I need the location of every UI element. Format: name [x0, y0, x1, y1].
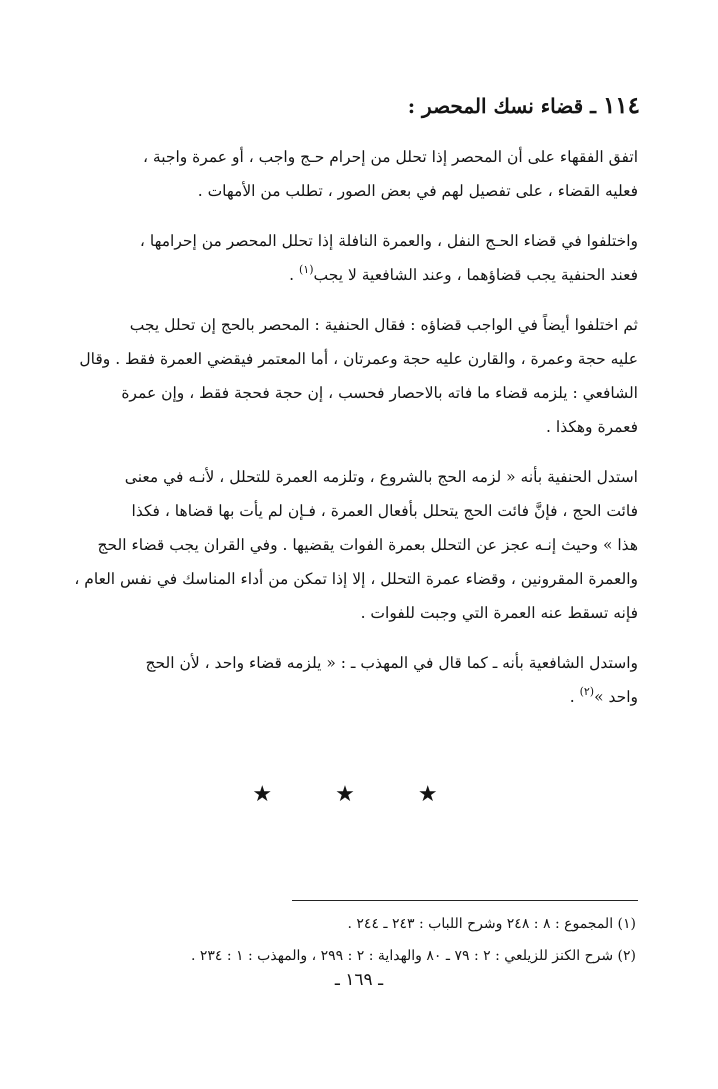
paragraph-1: [48, 140, 638, 208]
footnote-divider: [292, 900, 638, 901]
footnote-ref-1: (١): [298, 263, 314, 276]
line-end-punct: .: [569, 688, 580, 706]
text-line: الشافعي : يلزمه قضاء ما فاته بالاحصار فحسب ، إن حجة فحجة فقط ، وإن عمرة: [121, 384, 638, 402]
text-line: هذا » وحيث إنـه عجز عن التحلل بعمرة الفوات يقضيها . وفي القران يجب قضاء الحج: [97, 536, 638, 554]
paragraph-4: [48, 460, 638, 630]
section-ornament: ★ ★ ★: [252, 782, 466, 807]
text-line: فعمرة وهكذا .: [546, 418, 638, 436]
text-line: استدل الحنفية بأنه « لزمه الحج بالشروع ، وتلزمه العمرة للتحلل ، لأنـه في معنى: [124, 468, 638, 486]
text-line: واستدل الشافعية بأنه ـ كما قال في المهذب ـ : « يلزمه قضاء واحد ، لأن الحج: [145, 654, 638, 672]
text-line: اتفق الفقهاء على أن المحصر إذا تحلل من إحرام حـج واجب ، أو عمرة واجبة ،: [142, 148, 638, 166]
paragraph-5: [48, 646, 638, 714]
text-line: واختلفوا في قضاء الحـج النفل ، والعمرة النافلة إذا تحلل المحصر من إحرامها ،: [139, 232, 638, 250]
paragraph-2: [48, 224, 638, 292]
line-end-punct: .: [289, 266, 299, 284]
text-line: فعليه القضاء ، على تفصيل لهم في بعض الصور ، تطلب من الأمهات .: [197, 182, 638, 200]
section-dash: ـ: [590, 94, 596, 118]
footnote-1: (١) المجموع : ٨ : ٢٤٨ وشرح اللباب : ٢٤٣ ـ ٢٤٤ .: [347, 916, 636, 932]
text-line: [48, 258, 638, 292]
text-line-content: فعند الحنفية يجب قضاؤهما ، وعند الشافعية لا يجب: [313, 266, 638, 284]
footnotes: [76, 908, 636, 972]
footnote-ref-2: (٢): [579, 685, 595, 698]
paragraph-3: [48, 308, 638, 444]
text-line: ثم اختلفوا أيضاً في الواجب قضاؤه : فقال الحنفية : المحصر بالحج إن تحلل يجب: [129, 316, 638, 334]
text-line: [48, 680, 638, 714]
section-number: ١١٤: [602, 92, 640, 119]
section-title: قضاء نسك المحصر :: [407, 94, 584, 118]
section-heading: [408, 92, 640, 119]
text-line: عليه حجة وعمرة ، والقارن عليه حجة وعمرتان ، أما المعتمر فيقضي العمرة فقط . وقال: [79, 350, 638, 368]
text-line: فإنه تسقط عنه العمرة التي وجبت للفوات .: [360, 604, 638, 622]
body-text: [48, 140, 638, 730]
text-line: والعمرة المقرونين ، وقضاء عمرة التحلل ، إلا إذا تمكن من أداء المناسك في نفس العام ،: [74, 570, 638, 588]
footnote-2: (٢) شرح الكنز للزيلعي : ٢ : ٧٩ ـ ٨٠ والهداية : ٢ : ٢٩٩ ، والمهذب : ١ : ٢٣٤ .: [190, 948, 636, 964]
page-number: ـ ١٦٩ ـ: [334, 970, 384, 990]
text-line-content: واحد »: [594, 688, 638, 706]
text-line: فائت الحج ، فإنَّ فائت الحج يتحلل بأفعال العمرة ، فـإن لم يأت بها قضاها ، فكذا: [131, 502, 638, 520]
